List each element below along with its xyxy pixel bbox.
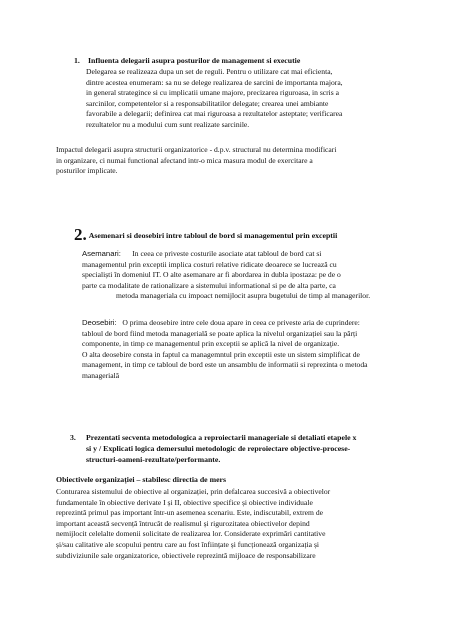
impact-paragraph (56, 145, 426, 177)
text-line: fundamentale în obiective derivate I și II, obiective specifice și obiective individuale (56, 497, 313, 507)
section-2-heading (74, 226, 337, 243)
text-line: in general strategince si cu implicatii umane majore, precizarea riguroasa, in scris a (86, 88, 340, 98)
text-line: managementul prin exceptii implica costuri relative ridicate deoarece se lucrează cu (82, 259, 337, 269)
text-line: managerială (82, 370, 120, 380)
text-line: Delegarea se realizeaza dupa un set de reguli. Pentru o utilizare cat mai eficienta, (86, 67, 333, 76)
section-3-title-line-3: structuri-oameni-rezultate/performante. (86, 455, 221, 464)
section-2-title: Asemenari si deosebiri intre tabloul de bord si managementul prin exceptii (88, 231, 338, 240)
text-line: și/sau calitative ale scopului pentru care au fost înființate și funcționează organizația și (56, 539, 320, 549)
section-1-number: 1. (74, 56, 80, 65)
text-span: In ceea ce priveste costurile asociate atat tabloul de bord cat si (132, 249, 322, 258)
text-line: favorabile a delegarii; definirea cat mai riguroasa a rezultatelor asteptate; verificarea (86, 109, 343, 119)
text-line: management, in timp ce tabloul de bord este un ansamblu de informatii si reprezinta o metoda (82, 360, 368, 370)
section-3-subheading: Obiectivele organizației – stabilesc directia de mers (56, 475, 227, 484)
text-line: reprezintă primul pas important într-un asemenea scenariu. Este, indiscutabil, extrem de (56, 508, 324, 518)
text-line: subdiviziunile sale organizatorice, obiectivele reprezintă mijloace de responsabilizare (56, 550, 316, 560)
text-line (82, 249, 422, 260)
text-line: dintre acestea enumeram: sa nu se delege realizarea de sarcini de importanta majora, (86, 77, 343, 87)
text-line: Conturarea sistemului de obiective al organizației, prin defalcarea succesivă a obiectivelor (56, 487, 331, 496)
text-line: tabloul de bord fiind metoda managerială se poate aplica la nivelul organizației sau la părți (82, 328, 358, 338)
deosebiri-label: Deosebiri: (82, 318, 117, 327)
section-3-heading (70, 433, 356, 444)
section-1-heading (74, 56, 300, 67)
text-line: O alta deosebire consta in faptul ca managemntul prin exceptii este un sistem simplificat de (82, 349, 360, 359)
deosebiri-block (82, 318, 427, 382)
text-line: rezultatelor nu a modului cum sunt realizate sarcinile. (86, 119, 250, 129)
section-3-title-line-2: si y / Explicati logica demersului metodologic de reproiectare objective-procese- (86, 444, 351, 453)
text-line (82, 318, 427, 329)
text-line: nemijlocit celelalte domenii solicitate de realizarea lor. Considerate exprimări cantitative (56, 529, 326, 539)
asemanari-block (82, 249, 422, 302)
section-3-paragraph (56, 487, 428, 561)
text-line: specialiști în domeniul IT. O alte asemanare ar fi abordarea in dubla ipostaza: pe de o (82, 270, 341, 280)
section-3-title-line-1: Prezentati secventa metodologica a reproiectarii manageriale si detaliati etapele x (86, 433, 357, 442)
section-3-number: 3. (70, 433, 76, 442)
text-line: Impactul delegarii asupra structurii organizatorice - d.p.v. structural nu determina modificari (56, 145, 337, 154)
text-line: componente, in timp ce managementul prin exceptii se aplică la nivel de organizaţie. (82, 339, 340, 349)
text-line: sarcinilor, competentelor si a responsabilitatilor delegate; crearea unei ambiante (86, 98, 329, 108)
text-line: metoda manageriala cu impoact nemijlocit asupra bugetului de timp al managerilor. (116, 291, 371, 301)
text-span: O prima deosebire intre cele doua apare in ceea ce priveste aria de cuprindere: (122, 318, 360, 327)
text-line: parte ca modalitate de rationalizare a sistemului informational si pe de alta parte, ca (82, 280, 336, 290)
section-2-number: 2. (74, 225, 87, 244)
text-line: in organizare, ci numai functional afectand intr-o mica masura modul de exercitare a (56, 155, 313, 165)
asemanari-label: Asemanari: (82, 249, 121, 258)
section-1-title: Influenta delegarii asupra posturilor de management si executie (88, 56, 301, 65)
section-1-paragraph (86, 67, 411, 131)
text-line: important această secvență întrucât de realismul și rigurozitatea obiectivelor depind (56, 518, 310, 528)
text-line: posturilor implicate. (56, 166, 118, 176)
